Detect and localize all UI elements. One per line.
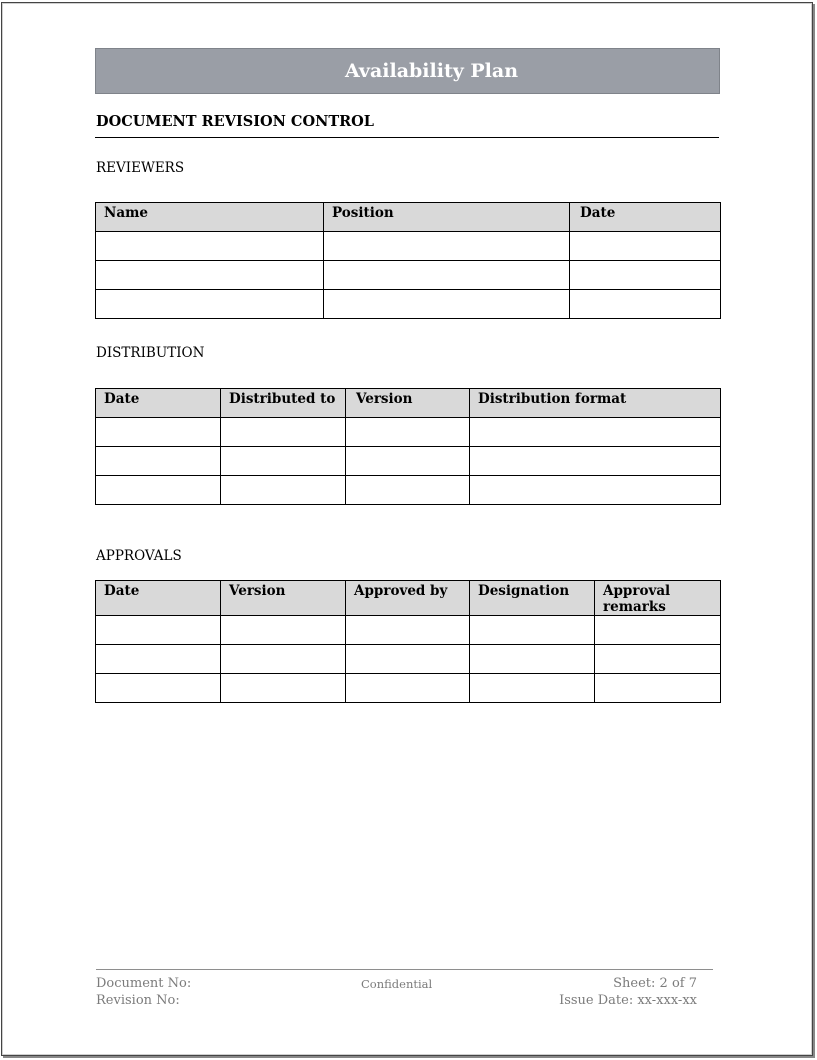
confidential-label: Confidential — [361, 977, 433, 991]
table-cell[interactable] — [96, 232, 324, 261]
table-cell[interactable] — [221, 476, 346, 505]
table-cell[interactable] — [570, 232, 721, 261]
distribution-table — [95, 388, 721, 505]
sheet-number: Sheet: 2 of 7 — [613, 976, 697, 991]
column-header: Position — [324, 203, 570, 232]
column-header: Date — [96, 389, 221, 418]
column-header: Name — [96, 203, 324, 232]
column-header: Approved by — [346, 581, 470, 616]
table-row — [96, 616, 721, 645]
table-cell[interactable] — [346, 674, 470, 703]
table-header-row — [96, 581, 721, 616]
column-header: Version — [346, 389, 470, 418]
distribution-label: DISTRIBUTION — [96, 345, 205, 361]
table-cell[interactable] — [221, 447, 346, 476]
table-header-row — [96, 389, 721, 418]
table-cell[interactable] — [595, 674, 721, 703]
column-header: Version — [221, 581, 346, 616]
document-number-label: Document No: — [96, 976, 192, 991]
table-cell[interactable] — [470, 674, 595, 703]
table-cell[interactable] — [324, 290, 570, 319]
approvals-table — [95, 580, 721, 703]
table-cell[interactable] — [470, 476, 721, 505]
issue-date: Issue Date: xx-xxx-xx — [559, 993, 697, 1008]
table-cell[interactable] — [221, 418, 346, 447]
table-row — [96, 232, 721, 261]
table-cell[interactable] — [96, 261, 324, 290]
revision-number-label: Revision No: — [96, 993, 180, 1008]
table-cell[interactable] — [470, 616, 595, 645]
table-cell[interactable] — [96, 674, 221, 703]
heading-divider — [95, 137, 719, 138]
column-header: Date — [96, 581, 221, 616]
document-title: Availability Plan — [344, 60, 519, 82]
table-cell[interactable] — [470, 418, 721, 447]
table-cell[interactable] — [346, 476, 470, 505]
column-header: Distribution format — [470, 389, 721, 418]
table-cell[interactable] — [96, 290, 324, 319]
table-cell[interactable] — [346, 418, 470, 447]
table-cell[interactable] — [470, 447, 721, 476]
column-header: Distributed to — [221, 389, 346, 418]
table-row — [96, 674, 721, 703]
table-row — [96, 290, 721, 319]
table-cell[interactable] — [96, 447, 221, 476]
table-cell[interactable] — [346, 645, 470, 674]
table-cell[interactable] — [324, 232, 570, 261]
table-cell[interactable] — [595, 645, 721, 674]
table-row — [96, 418, 721, 447]
table-cell[interactable] — [346, 616, 470, 645]
approvals-label: APPROVALS — [96, 548, 182, 564]
table-cell[interactable] — [595, 616, 721, 645]
table-cell[interactable] — [324, 261, 570, 290]
section-heading: DOCUMENT REVISION CONTROL — [96, 113, 374, 130]
table-row — [96, 261, 721, 290]
table-header-row — [96, 203, 721, 232]
footer-divider — [96, 969, 713, 970]
column-header: Designation — [470, 581, 595, 616]
reviewers-table — [95, 202, 721, 319]
table-cell[interactable] — [96, 645, 221, 674]
table-cell[interactable] — [96, 476, 221, 505]
table-cell[interactable] — [96, 418, 221, 447]
title-banner — [95, 48, 720, 94]
reviewers-label: REVIEWERS — [96, 160, 185, 176]
table-row — [96, 645, 721, 674]
column-header: Approval remarks — [595, 581, 721, 616]
table-cell[interactable] — [221, 616, 346, 645]
footer-right — [559, 975, 697, 1009]
footer-left — [96, 975, 191, 1009]
table-cell[interactable] — [570, 290, 721, 319]
table-cell[interactable] — [470, 645, 595, 674]
table-row — [96, 447, 721, 476]
table-cell[interactable] — [221, 645, 346, 674]
column-header: Date — [570, 203, 721, 232]
table-cell[interactable] — [346, 447, 470, 476]
table-cell[interactable] — [221, 674, 346, 703]
table-cell[interactable] — [570, 261, 721, 290]
table-row — [96, 476, 721, 505]
table-cell[interactable] — [96, 616, 221, 645]
